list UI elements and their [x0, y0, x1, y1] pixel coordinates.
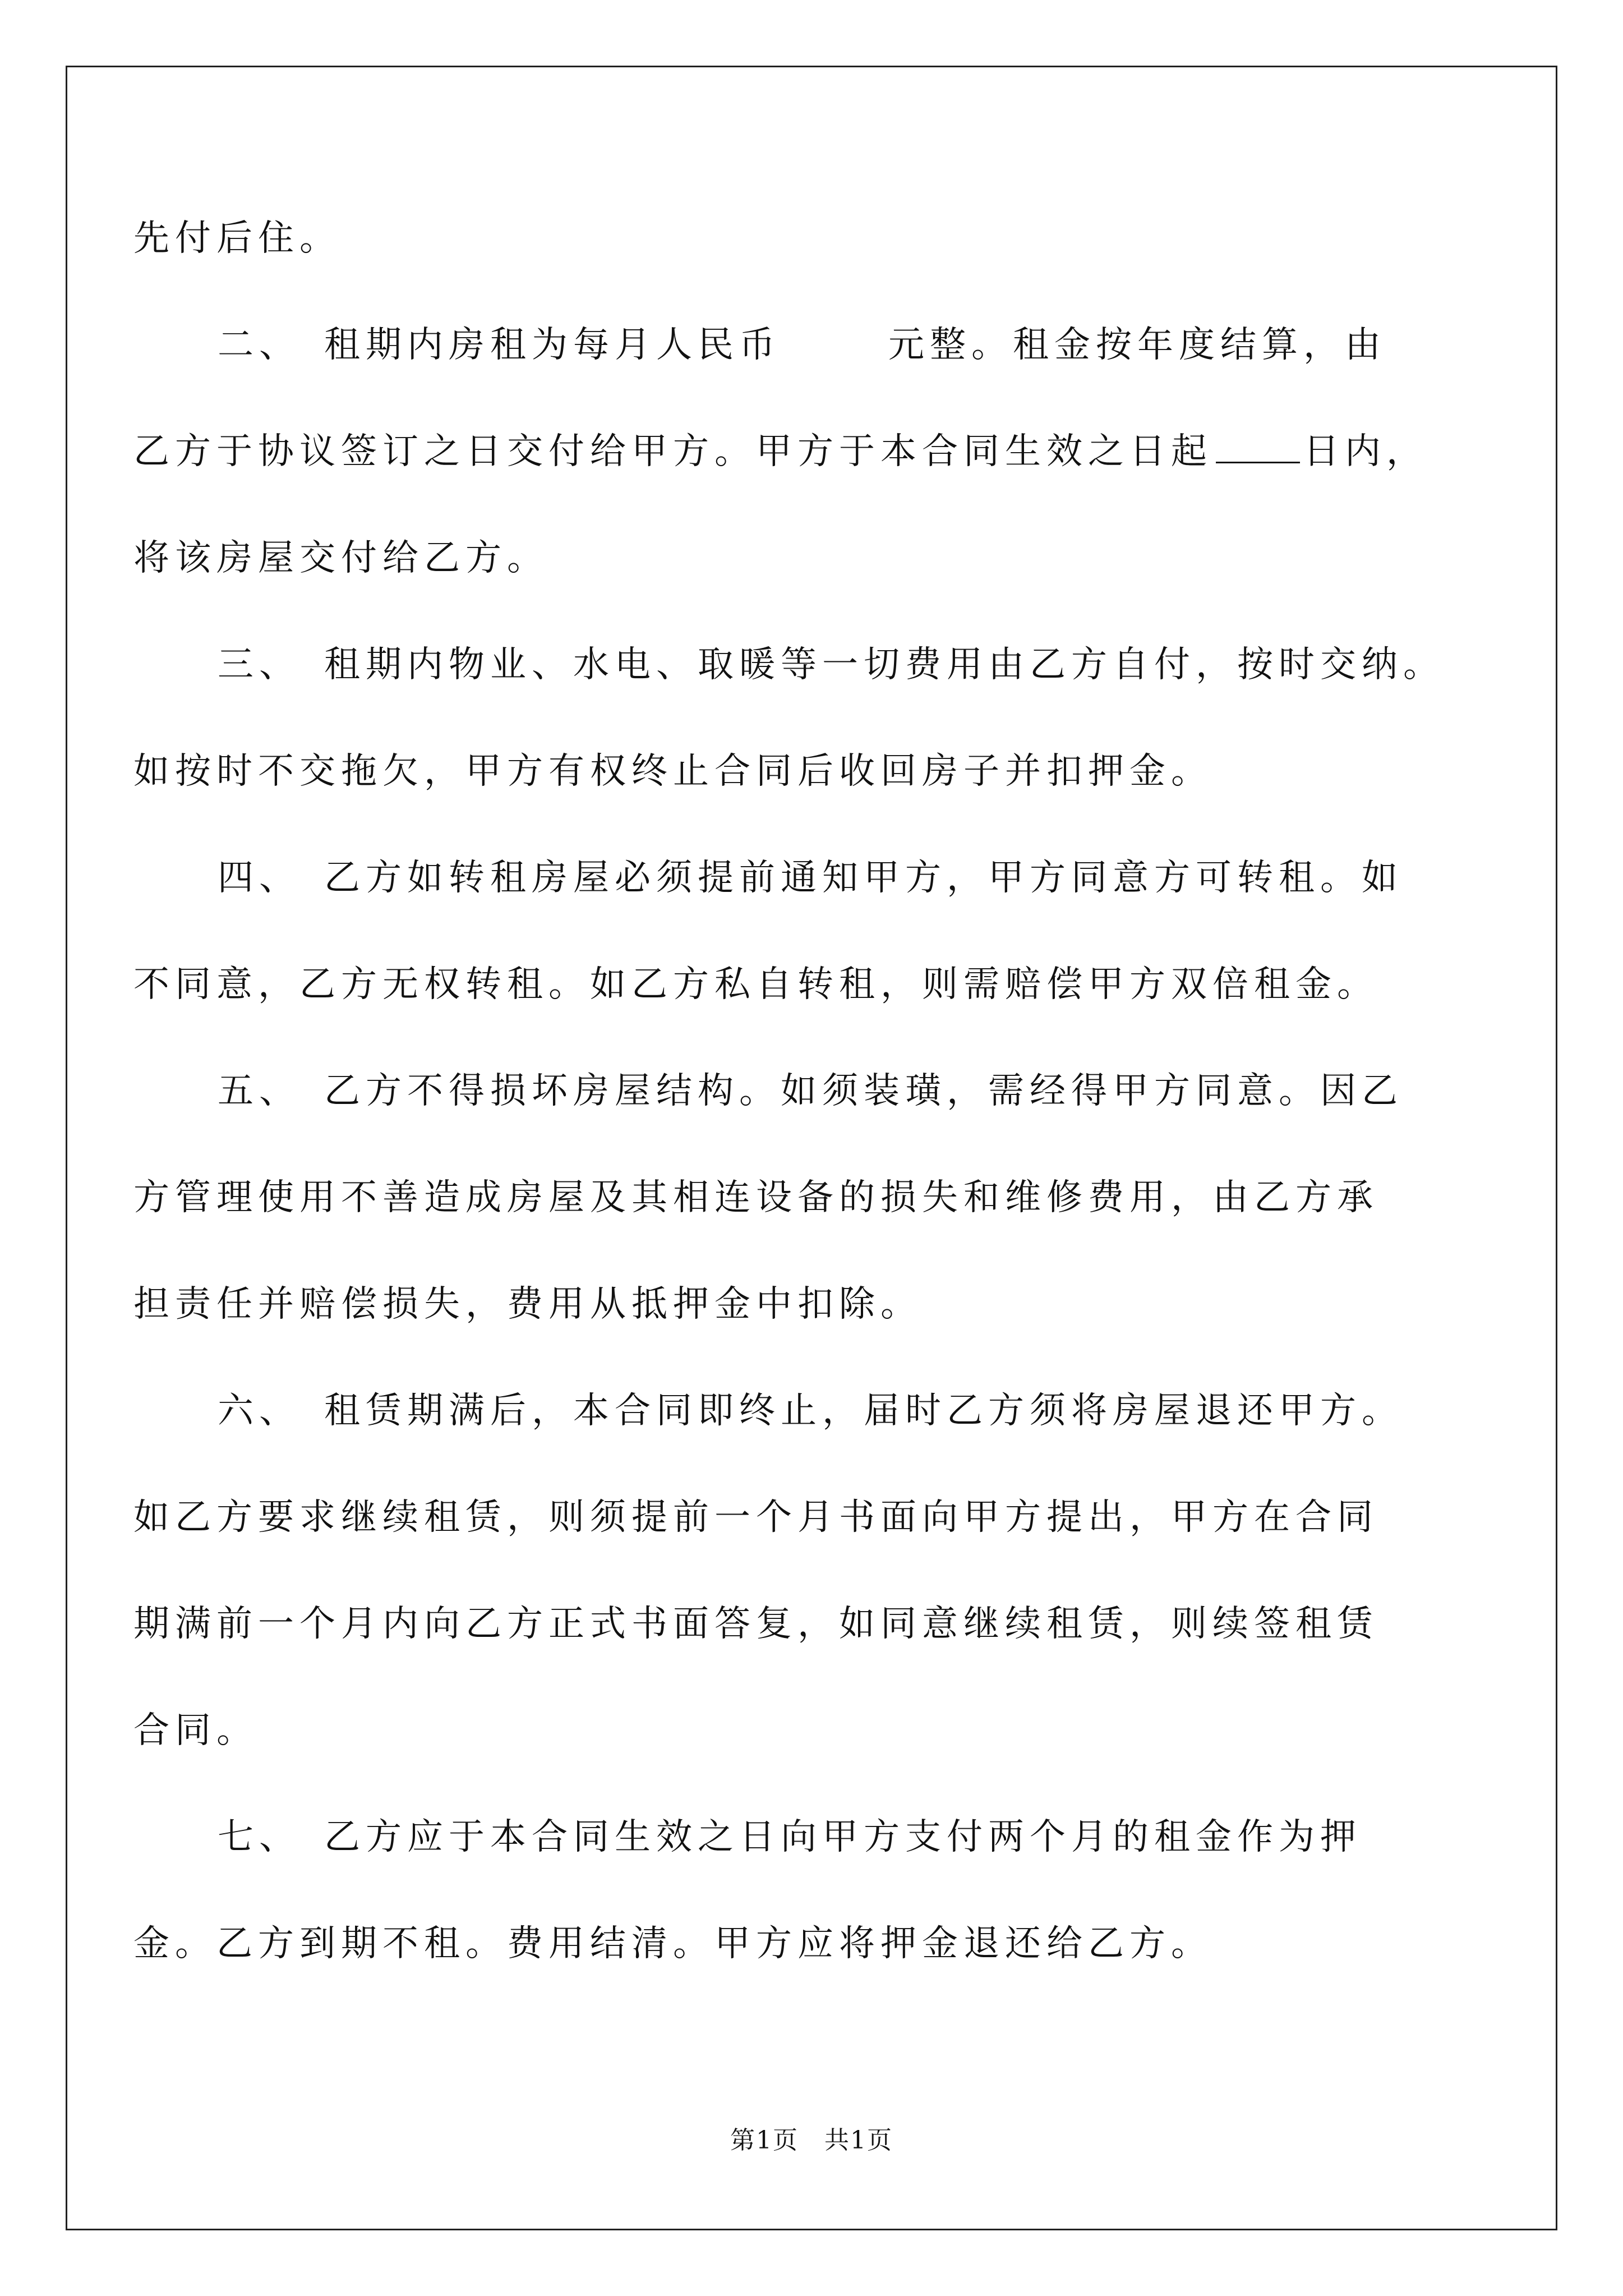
clause-text: 乙方应于本合同生效之日向甲方支付两个月的租金作为押 [324, 1816, 1362, 1858]
text-line: 担责任并赔偿损失，费用从抵押金中扣除。 [133, 1283, 922, 1325]
clause-number: 三、 [218, 644, 301, 685]
clause-7-line [218, 1812, 1362, 1862]
text-line: 先付后住。 [133, 218, 341, 259]
text-line: 如乙方要求继续租赁，则须提前一个月书面向甲方提出，甲方在合同 [133, 1497, 1378, 1538]
clause-number: 五、 [218, 1070, 301, 1112]
days-blank[interactable] [1216, 428, 1300, 463]
text-line: 将该房屋交付给乙方。 [133, 537, 548, 579]
amount-blank[interactable] [784, 323, 885, 357]
clause-text: 乙方如转租房屋必须提前通知甲方，甲方同意方可转租。如 [324, 857, 1403, 899]
clause-number: 六、 [218, 1390, 301, 1432]
page-border [66, 66, 1557, 2230]
clause-number: 七、 [218, 1816, 301, 1858]
clause-4-line [218, 853, 1403, 903]
clause-text: 乙方不得损坏房屋结构。如须装璜，需经得甲方同意。因乙 [324, 1070, 1403, 1112]
text-line: 方管理使用不善造成房屋及其相连设备的损失和维修费用，由乙方承 [133, 1177, 1378, 1218]
clause-3-line [218, 639, 1445, 690]
clause-2-line-2 [133, 426, 1428, 477]
clause-text: 租赁期满后，本合同即终止，届时乙方须将房屋退还甲方。 [324, 1390, 1403, 1432]
text-line: 如按时不交拖欠，甲方有权终止合同后收回房子并扣押金。 [133, 751, 1212, 792]
text-line: 不同意，乙方无权转租。如乙方私自转租，则需赔偿甲方双倍租金。 [133, 964, 1378, 1005]
clause-text: 乙方于协议签订之日交付给甲方。甲方于本合同生效之日起 [133, 431, 1212, 472]
clause-5-line [218, 1066, 1403, 1116]
clause-text: 日内， [1303, 431, 1428, 472]
clause-6-line [218, 1386, 1403, 1436]
clause-number: 四、 [218, 857, 301, 899]
clause-text: 租期内物业、水电、取暖等一切费用由乙方自付，按时交纳。 [324, 644, 1445, 685]
clause-2-line [218, 320, 1386, 370]
page-number-footer: 第1页 共1页 [730, 2126, 893, 2155]
clause-text: 元整。租金按年度结算，由 [888, 324, 1386, 366]
clause-text: 租期内房租为每月人民币 [324, 324, 781, 366]
clause-number: 二、 [218, 324, 301, 366]
text-line: 金。乙方到期不租。费用结清。甲方应将押金退还给乙方。 [133, 1923, 1212, 1964]
text-line: 期满前一个月内向乙方正式书面答复，如同意继续租赁，则续签租赁 [133, 1603, 1378, 1645]
text-line: 合同。 [133, 1710, 258, 1751]
